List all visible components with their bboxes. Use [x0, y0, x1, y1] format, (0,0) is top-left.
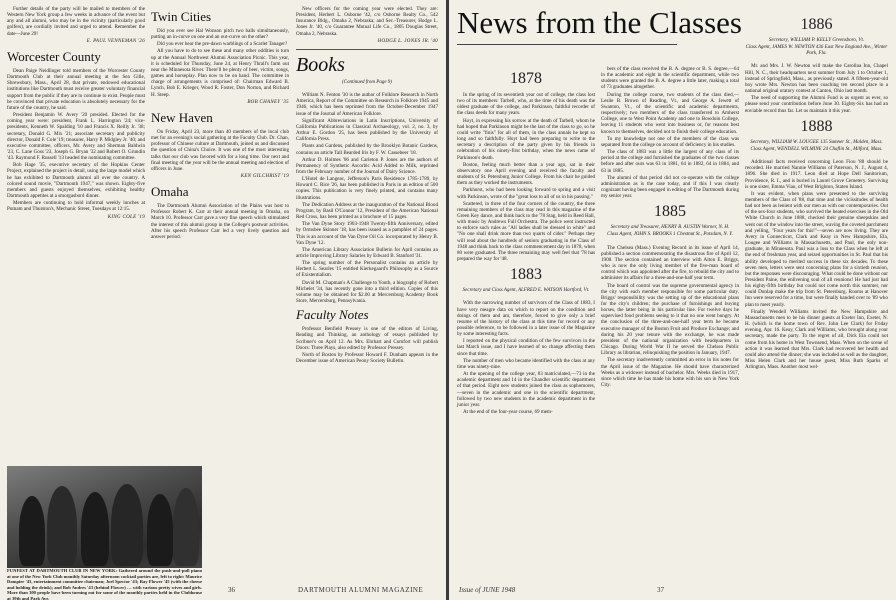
page-number-right: 37	[657, 586, 664, 594]
c1885-agent: Class Agent, JOHN S. BROOKS 1 Chestnut St., Potsdam, N. Y.	[607, 232, 733, 238]
books-continued-note: (Continued from Page 9)	[342, 79, 392, 85]
issue-footer: Issue of JUNE 1948	[459, 586, 516, 594]
books-paragraph-8: The American Library Association Bulletin for April contains an article Improving Library Salaries by Edward B. Stanford '31.	[296, 246, 438, 259]
intro-signature: E. PAUL VENNEMAN '26	[86, 38, 145, 44]
c1883-cont-paragraph-5: The alumni of that period did not co-operate with the college administration as is the case today, and if this I was clearly cognizant having been engaged in editing of The Dartmouth during my senior year.	[601, 174, 739, 200]
c1883-cont-paragraph-3: To my knowledge not one of the members of the class was separated from the college on account of deficiency in his studies.	[601, 135, 739, 148]
c1883-cont-paragraph-4: The class of 1883 was a little the largest of any class of its period at the college and furnished the graduates of the two classes before and after ours was 63 in 1881, 64 in 1882, 64 in 1884, and 63 in 1885.	[601, 149, 739, 174]
intro-paragraph: Further details of the party will be mailed to members of the Western New York group a few weeks in advance of the event but any and all alumni, who may be in the vicinity (particularly good golfers), are cordially invited and urged to attend. Remember the date—June 29!	[7, 6, 145, 37]
section-banner: News from the Classes	[457, 5, 742, 40]
divider	[296, 49, 438, 50]
c1886-paragraph-2: The need of supporting the Alumni Fund is as urgent as ever, so please send your contribution before June 30. Eighty-Six has had an enviable record thus far. Let us maintain it this year.	[745, 95, 888, 114]
c1888-paragraph-3: Finally Wendell Williams invited the New Hampshire and Massachusetts men to be his dinner guests at Exeter Inn, Exeter, N. H. (which is the home town of Rev. John Lee Clark) for Friday evening, Apr. 16. Keay, Clark and Williams, who brought along your secretary, made the party. To the regret of all, Dick Ela could not come from his home in West Townsend, Mass. When on the scene of action it was learned that Mrs. Clark had recovered her health and could also attend the dinner; she was included as well as the daughter, Miss Helen Clark and her house guest, Miss Ruth Sparks of Arlington, Mass. Another most wel-	[745, 308, 888, 371]
books-paragraph-7: The Van Dyne Story 1903-1948 Twenty-fifth Anniversary, edited by Ormsbee Skinner '18, has been issued as a pamphlet of 24 pages. This is an account of the Van Dyne Oil Co. incorporated by Henry B. Van Dyne '12.	[296, 221, 438, 246]
faculty-notes-paragraph-2: North of Boston by Professor Howard F. Dunham appears in the December issue of American Peony Society Bulletin.	[296, 351, 438, 365]
new-haven-signature: KEN GILCHRIST '19	[240, 173, 289, 179]
c1885-paragraph-1: The Chelsea (Mass.) Evening Record in its issue of April 14, published a section commemorating the disastrous fire of April 12, 1908. The section contained an interview with Alton E. Briggs, who is now the only living member of the five-man board of control which was appointed after the fire, to rebuild the city and to administer its affairs for a three-and-one-half year term.	[601, 244, 739, 282]
class-year-1883: 1883	[510, 266, 542, 284]
omaha-officers-paragraph: New officers for the coming year were elected. They are: President, Herbert L. Osborne '42, c/o Osborne Realty Co., 542 Insurance Bldg., Omaha 2, Nebraska; and Sec.-Treasurer, Hodge L. Jones Jr. '40, c/o Guarantee Mutual Life Co., 1805 Douglas Street, Omaha 2, Nebraska.	[296, 6, 438, 37]
class-year-1888: 1888	[800, 117, 833, 135]
books-paragraph-5: L'Hotel de Langeac, Jefferson's Paris Residence 1785-1789, by Howard C. Rice '26, has been published in Paris in an edition of 500 copies. This publication is very finely printed, and contains many illustrations.	[296, 176, 438, 201]
heading-worcester-county: Worcester County	[7, 48, 101, 64]
column-3	[296, 6, 438, 365]
twin-cities-paragraph-1: Did you ever see Hal Wonson pitch two balls simultaneously, putting an in-curve on one and an out-curve on the other?	[151, 28, 289, 41]
twin-cities-paragraph-2: Did you ever hear the pre-dawn warblings of a Scarlet Tanager?	[157, 41, 288, 48]
banner-rule	[457, 44, 677, 58]
page-number-left: 36	[228, 586, 235, 594]
heading-books: Books	[296, 53, 345, 76]
c1886-secretary: Secretary, WILLIAM P. KELLY Greensboro, Vt.	[768, 38, 865, 43]
worcester-signature: KING COLE '19	[107, 214, 145, 220]
magazine-footer: DARTMOUTH ALUMNI MAGAZINE	[298, 586, 424, 594]
c1883-paragraph-5: At the end of the four-year course, 69 mem-	[463, 409, 553, 416]
class-year-1878: 1878	[510, 70, 542, 87]
c1885-secretary: Secretary and Treasurer, HENRY B. AUSTIN Warner, N. H.	[610, 225, 730, 231]
photo-caption: FUNFEST AT DARTMOUTH CLUB IN NEW YORK: Gathered around the push-and-pull piano at one of the New York Club monthly Saturday afternoon cocktail parties are, left to right: Maurice Dampier '43, entertainment committee chairman; Joel Spector '43; Ray Flower '45 (with the cheese and holding the drink); and Bob Andres '43 (behind Flower) … with various pretty wives and girls. More than 300 people have been turning out for some of the monthly parties held in the Clubhouse at 39th and Park Ave.	[7, 568, 202, 600]
c1888-paragraph-2: It was evident, when plans were presented to the surviving members of the Class of '88, that time and the vicissitudes of health had not been as lenient with our men as with our contemporaries. Out of the sex-four students, who survived the heated exercises in the Old White Church in June 1888, checked their genuine sheepskins and went out of the window into the street, waving the coveted parchment and yelling, "Four years for this!"—seven are now living. They are Avery in Connecticut, Clark and Keay in New Hampshire, Ela, Lougee and Williams in Massachusetts, and Paul, the only non-graduate, in Minnesota. Paul was a loss to the Class when he left at the end of freshman year, and seized opportunities in St. Paul that his ability developed to merited success in these six decades. To these seven men, letters were sent concerning plans for a sixtieth reunion, but the responses were discouraging. What could be done without our President Paine, the enlivening soul of all reunions! He had just had his eighty-fifth birthday but could not come north this summer, nor could Dunlap make the trip from St. Petersburg. Rooms at Hanover Inn were reserved for a time, but were finally handed over to '89 who plan to meet yearly.	[745, 190, 888, 308]
omaha-paragraph: The Dartmouth Alumni Association of the Plains was host to Professor Robert K. Carr at their annual meeting in Omaha, on March 10. Professor Carr gave a very fine speech which stimulated the interest of this alumni group in the College's postwar activities. After his speech Professor Carr led a very lively question and answer period.	[151, 203, 289, 240]
c1885-paragraph-2: The board of control was the supreme governmental agency in the city with each member responsible for some particular duty. Briggs' responsibility was the setting up of the educational plans for the city's children; the purchase of furnishings and buying horses, the latter being in his particular line. For twelve days he supervised food problems seeing to it that no one went hungry. At the conclusion of the three-and-one-half year term he became executive manager of the Boston Fruit and Produce Exchange; and during his 20 year tenure with the exchange, he was made president of the national organization with headquarters in Chicago. During World War II he served the Chelsea Public Library as librarian, relinquishing the position in January, 1947.	[601, 282, 739, 357]
c1886-agent: Class Agent, JAMES W. NEWTON 436 East New England Ave., Winter Park, Fla.	[745, 45, 888, 57]
worcester-paragraph-3: Bob Hage '35, executive secretary of the Hopkins Center Project, explained the project in detail, using the large model which he has exhibited to Dartmouth alumni all over the country. A colored sound movie, "Dartmouth 1947," was shown. Eighty-five members and guests enjoyed themselves, exhibiting healthy Dartmouth appetites at a smorgasbord dinner.	[7, 162, 145, 200]
heading-twin-cities: Twin Cities	[151, 9, 212, 24]
c1878-paragraph-3: Boston, feeling much better than a year ago, sat in their observatory one April evening and received the faculty and students of St. Petersburg Junior College. From his chair he guided them as they worked the instruments.	[457, 161, 595, 187]
c1883-secretary: Secretary and Class Agent, ALFRED E. WATSON Hartford, Vt.	[462, 288, 590, 294]
right-column-1	[457, 66, 595, 416]
new-haven-paragraph: On Friday, April 23, more than 40 members of the local club met for an evening's social gathering at the Faculty Club. Dr. Chan, professor of Chinese culture at Dartmouth, joined us and discussed the question of China's Choice. It was one of the most interesting talks that our club was favored with for a long time. Our next and final meeting of the year will be the annual meeting and election of officers in June.	[151, 128, 289, 172]
heading-new-haven: New Haven	[151, 109, 213, 125]
worcester-paragraph-4: Members are continuing to hold informal weekly lunches at Putnam and Thurston's, Mechanic Street, Tuesdays at 12:15.	[7, 200, 145, 213]
left-page	[0, 0, 446, 600]
books-paragraph-4: Arthur D. Holmes '06 and Carleton P. Jones are the authors of Permanency of Synthetic Ascorbic Acid Added to Milk, reprinted from the February number of the Journal of Dairy Science.	[296, 156, 438, 175]
c1878-paragraph-4: Parkhurst, who had been looking forward to spring and a visit with Parkinson, wrote of the "great loss to all of us in his passing."	[457, 187, 595, 200]
worcester-paragraph-2: President Benjamin W. Avery '20 presided. Elected for the coming year were: president, Frank L. Harrington '24; vice-presidents, Kenneth W. Spalding '10 and Francis X. Reilly Jr. '38; secretary, Donald G. Mix '21; associate secretary and publicity director, Donald F. Cole '19; treasurer, Harry P. Midgley Jr. '40; and executive committee, officers, Mr. Avery and Sherman Baldwin '23, C. Lane Goss '23, Joseph G. Bryan '32 and Robert O. Grundin '43. Raymond F. Russell '13 headed the nominating committee.	[7, 112, 145, 162]
class-year-1886: 1886	[800, 16, 833, 33]
c1883-paragraph-4: At the opening of the college year, 83 matriculated,—73 in the academic department and 14 in the Chandler scientific department of that period. Eight new students joined the class as sophomores,—seven in the academic and one in the scientific department, followed by two new students in the academic department in the junior year.	[457, 371, 595, 408]
column-2	[151, 6, 289, 241]
c1883-cont-paragraph-2: During the college course, two students of the class died,—Leslie B. Brown of Reading, Vt., and George A. Jewett of Swanton, Vt., of the scientific and academic departments, respectively; two members of the class transferred to Amherst College, one to West Point Academy and one to Bowdoin College, leaving 11 students who went into business or, for reasons best known to themselves, decided not to finish their college education.	[601, 91, 739, 135]
right-page	[449, 0, 896, 600]
heading-omaha: Omaha	[151, 184, 189, 200]
class-year-1885: 1885	[654, 203, 686, 221]
right-column-2	[601, 66, 739, 389]
books-paragraph-6: The Dedication Address at the inauguration of the National Blood Program, by Basil O'Connor '12, President of the American National Red Cross, has been printed as a brochure of 15 pages.	[296, 201, 438, 221]
c1888-secretary: Secretary, WILLIAM W. LOUGEE 135 Sumner St., Malden, Mass.	[750, 139, 883, 145]
books-paragraph-3: Plants and Gardens, published by the Brooklyn Botanic Gardens, contains an article Tall Bearded Iris by F. W. Cassebeer '18.	[296, 143, 438, 156]
right-column-3	[745, 12, 888, 371]
c1883-paragraph-3: The number of men who became identified with the class at any time was ninety-nine.	[457, 357, 595, 370]
c1886-paragraph-1: Mr. and Mrs. J. W. Newton will make the Carolina Inn, Chapel Hill, N. C., their headquarters next summer from July 1 to October 1, instead of Springfield, Mass., as previously stated. A fifteen-year-old boy wrote Mrs. Newton has been coaching ten second place in a national original oratory contest at Canton, Ohio last month.	[745, 63, 888, 95]
worcester-paragraph-1: Dean Paige Neidlinger told members of the Worcester County Dartmouth Club at their annual meeting at the Sea Gille, Shrewsbury, Mass., April 28, that private, endowed educational institutions like Dartmouth must receive greater voluntary financial support from the public if they are to continue to exist. People must be convinced that private education is absolutely necessary for the future of the country, he said.	[7, 67, 145, 111]
twin-cities-paragraph-3: All you have to do to see these and many other oddities is turn up at the Annual Northwest Alumni Association Picnic. This year, it is scheduled for Thursday, June 24, at Henry Thrall's farm out near the Minnesota River. There'll be plenty of beer, victim, songs, games and horseplay. Plan now to be on hand. The committee in charge of arrangements is comprised of: Chairman Edward B. Lynch, Bob E. Krieger, Wood R. Foster, Don Norton, and Richard H. Steep.	[151, 48, 289, 98]
column-1	[7, 6, 145, 225]
books-paragraph-10: David M. Chapman's A Challenge to Youth, a biography of Robert Michelet '34, has recently gone into a third edition. Copies of this volume may be obtained for $2.00 at Mercersburg Academy Book Store, Mercersburg, Pennsylvania.	[296, 279, 438, 305]
c1888-paragraph-1: Additional facts received concerning Leon Fiou '88 should be recorded. He married Nannie Williams of Paterson, N. J., August 4, 1896. She died in 1917. Leon died at Hope Dell Sanitorium, Providence, R. I., and is buried in Laurel Grove Cemetery. Surviving is one sister, Emma Viau, of West Brighton, Staten Island.	[745, 159, 888, 190]
c1878-paragraph-1: In the spring of its seventieth year out of college, the class lost two of its members: Tarbell, who, at the time of his death was the oldest graduate of the college, and Parkinson, faithful recorder of the class deeds for many years.	[457, 92, 595, 117]
twin-cities-signature: BOB CHANEY '35	[247, 99, 289, 105]
books-paragraph-1: William N. Fenton '30 is the author of Folklore Research in North America, Report of the Committee on Research in Folklore 1945 and 1946, which has been reprinted from the October-December 1947 issue of the Journal of American Folklore.	[296, 92, 438, 117]
books-paragraph-9: The spring number of the Personalist contains an article by Herbert L. Searles '15 entitled Kierkegaard's Philosophy as a Source of Existentialism.	[296, 260, 438, 279]
faculty-notes-paragraph-1: Professor Benfield Pressey is one of the editors of Living, Reading and Thinking, an anthology of essays published by Scribner's on April 12. As Mrs. Ehrhart and Comfort will publish Doors: Three Plays, also edited by Professor Pressey.	[296, 326, 438, 351]
heading-faculty-notes: Faculty Notes	[296, 307, 369, 323]
c1883-cont-paragraph-1: bers of the class received the B. A. degree or B. S. degree,—64 in the academic and eight in the scientific department, while two students were granted the B. A. degree a little later, making a total of 73 graduates altogether.	[601, 66, 739, 91]
c1885-paragraph-3: The secretary inadvertently committed an error in his notes for the April issue of the Magazine. He should have characterized Weeks as a widower instead of bachelor. Mrs. Weeks died in 1917, since which time he has made his home with his son in New York City.	[601, 357, 739, 389]
c1878-paragraph-5: Scattered, in three of the four corners of the country, the three remaining members of the class may read in this magazine of the Green Key dance, and think back to the '78 Stag, held in Reed Hall, with music by Andrews Full Orchestra. The police went instructed to enforce such rules as "All ladies shall be dressed in white" and "No one shall drink more than two quarts of cider." Perhaps they will read about the hundreds of seniors graduating in the Class of 1948 and think back to the class commencement day in 1878, when 80 were graduated. The three remaining may well feel that '78 has prepared the way for '48.	[457, 200, 595, 263]
c1883-paragraph-2: I reported on the physical condition of the few survivors in the last March issue, and I have learned of no change affecting them since that time.	[457, 338, 595, 357]
c1883-paragraph-1: With the narrowing number of survivors of the Class of 1883, I have very meagre data on which to report on the condition and doings of them and am, therefore, forced to give only a brief resume of the history of the class at this time for record or any possible reference, to be followed in a later issue of the Magazine by some interesting facts.	[457, 300, 595, 338]
omaha-signature: HODGE L. JONES JR. '40	[377, 38, 438, 44]
c1878-paragraph-2: Hoyt, in expressing his sorrow at the death of Tarbell, whom he had hoped that Parkinson might be the last of the class to go, so he could write "finis" for all of them, in the class annals he kept so long and so faithfully. Hoyt had been preparing to write to the secretary a description of the party given by his friends in celebration of his ninety-first birthday, when the news came of Parkinson's death.	[457, 117, 595, 161]
books-paragraph-2: Significant Abbreviations in Latin Inscriptions, University of California Publications in Classical Archaeology, vol. 2, no. 3, by Arthur E. Gordon '25, has been published by the University of California Press.	[296, 117, 438, 143]
c1888-agent: Class Agent, WENDELL WILMINE 24 Chaflin St., Milford, Mass.	[750, 146, 883, 152]
